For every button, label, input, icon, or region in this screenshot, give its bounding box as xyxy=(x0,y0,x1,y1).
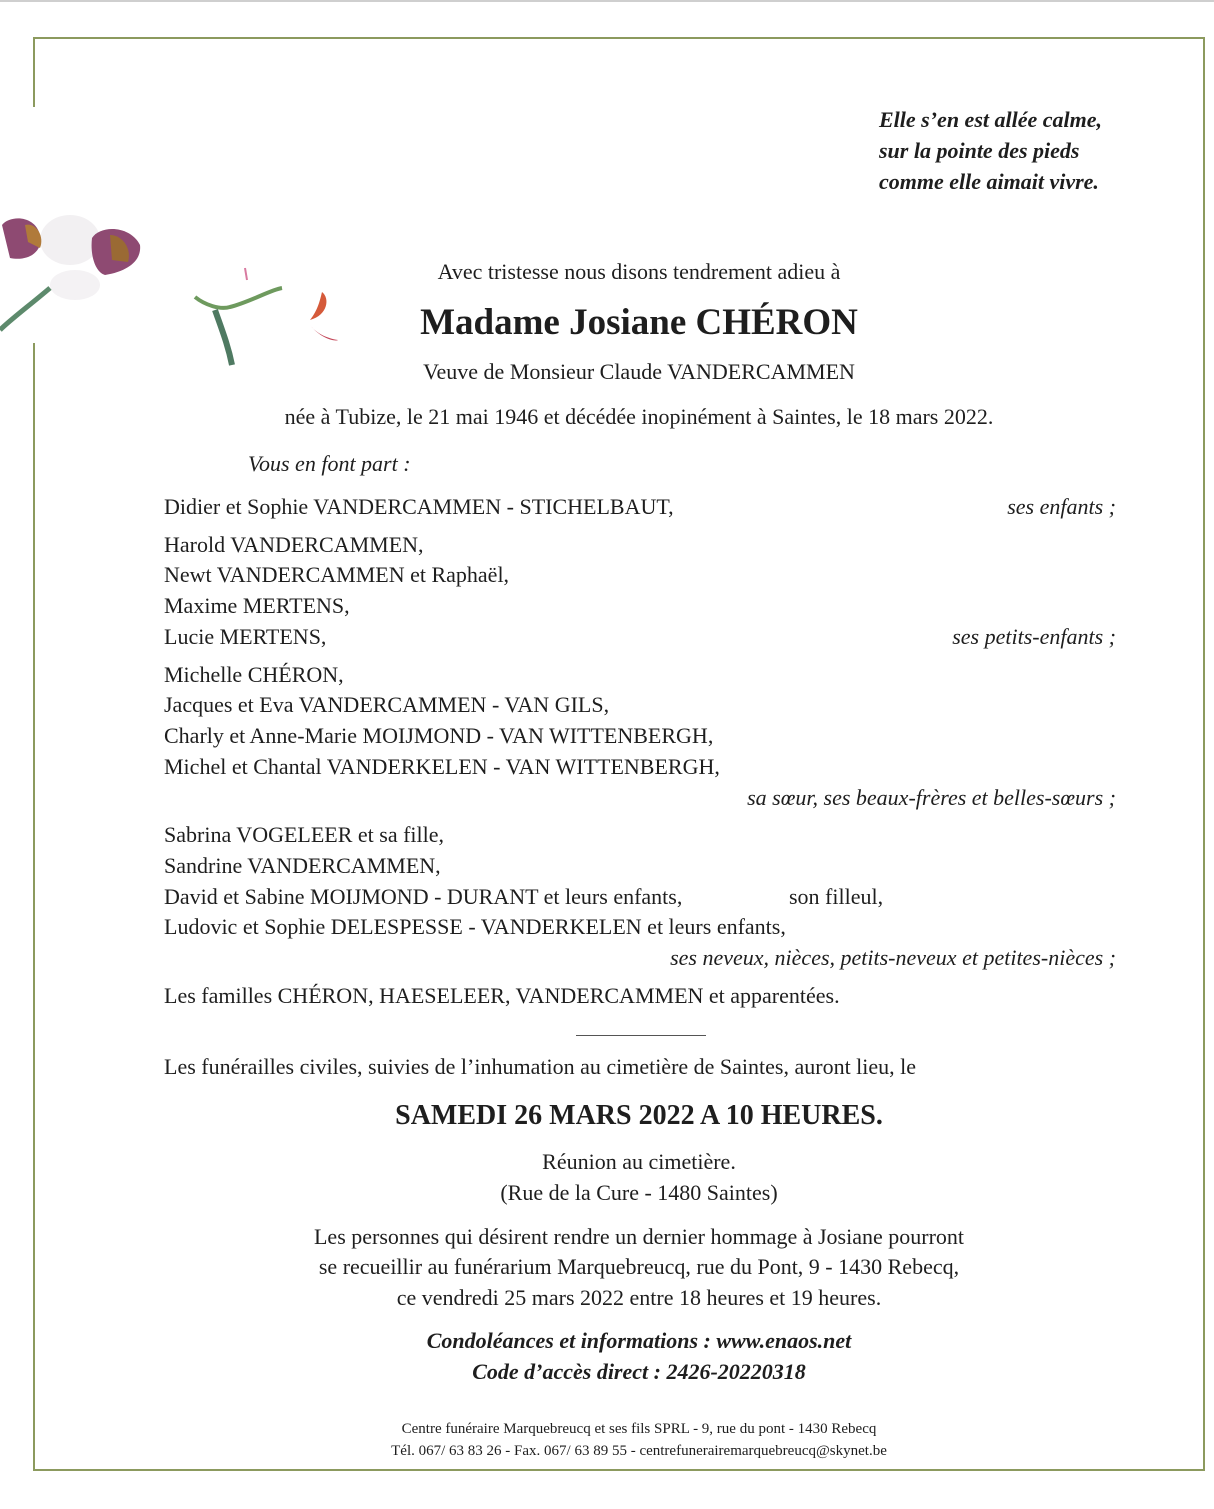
family-entry: Michel et Chantal VANDERKELEN - VAN WITTENBERGH, xyxy=(164,754,720,779)
family-entry: Jacques et Eva VANDERCAMMEN - VAN GILS, xyxy=(164,692,610,717)
meeting-line: Réunion au cimetière. xyxy=(542,1149,736,1174)
family-entry: Charly et Anne-Marie MOIJMOND - VAN WITTENBERGH, xyxy=(164,723,714,748)
birth-death-line: née à Tubize, le 21 mai 1946 et décédée inopinément à Saintes, le 18 mars 2022. xyxy=(284,404,994,429)
footer-line: Centre funéraire Marquebreucq et ses fils SPRL - 9, rue du pont - 1430 Rebecq xyxy=(401,1421,877,1437)
family-entry: Newt VANDERCAMMEN et Raphaël, xyxy=(164,562,510,587)
visit-line: ce vendredi 25 mars 2022 entre 18 heures et 19 heures. xyxy=(396,1285,882,1310)
condolences-line: Condoléances et informations : www.enaos.net xyxy=(426,1328,852,1353)
visit-line: se recueillir au funérarium Marquebreucq, rue du Pont, 9 - 1430 Rebecq, xyxy=(318,1254,960,1279)
family-entry: Sandrine VANDERCAMMEN, xyxy=(164,853,441,878)
godson-note: son filleul, xyxy=(789,884,884,909)
epigraph-line: sur la pointe des pieds xyxy=(879,138,1080,163)
family-entry: Harold VANDERCAMMEN, xyxy=(164,532,424,557)
family-entry: Ludovic et Sophie DELESPESSE - VANDERKELEN et leurs enfants, xyxy=(164,914,786,939)
family-entry: Didier et Sophie VANDERCAMMEN - STICHELBAUT, xyxy=(164,494,674,519)
funeral-date: SAMEDI 26 MARS 2022 A 10 HEURES. xyxy=(395,1100,883,1131)
scan-edge xyxy=(0,0,1214,2)
epigraph-line: comme elle aimait vivre. xyxy=(879,169,1099,194)
widow-line: Veuve de Monsieur Claude VANDERCAMMEN xyxy=(423,359,855,384)
family-entry: Maxime MERTENS, xyxy=(164,593,350,618)
family-entry: David et Sabine MOIJMOND - DURANT et leurs enfants, xyxy=(164,884,683,909)
separator xyxy=(576,1035,706,1036)
relation-label: ses petits-enfants ; xyxy=(952,624,1116,649)
family-entry: Sabrina VOGELEER et sa fille, xyxy=(164,822,445,847)
family-entry: Michelle CHÉRON, xyxy=(164,662,344,687)
address-line: (Rue de la Cure - 1480 Saintes) xyxy=(500,1180,778,1205)
access-code-line: Code d’accès direct : 2426-20220318 xyxy=(472,1359,806,1384)
relation-label: sa sœur, ses beaux-frères et belles-sœurs ; xyxy=(747,785,1116,810)
epigraph-line: Elle s’en est allée calme, xyxy=(879,107,1102,132)
intro-text: Avec tristesse nous disons tendrement adieu à xyxy=(437,259,841,284)
deceased-name: Madame Josiane CHÉRON xyxy=(420,302,858,343)
funeral-intro: Les funérailles civiles, suivies de l’inhumation au cimetière de Saintes, auront lieu, le xyxy=(164,1054,917,1079)
footer-line: Tél. 067/ 63 83 26 - Fax. 067/ 63 89 55 - centrefunerairemarquebreucq@skynet.be xyxy=(391,1443,887,1459)
announce-line: Vous en font part : xyxy=(248,451,411,476)
visit-line: Les personnes qui désirent rendre un dernier hommage à Josiane pourront xyxy=(313,1224,965,1249)
family-entry: Lucie MERTENS, xyxy=(164,624,327,649)
relation-label: ses neveux, nièces, petits-neveux et petites-nièces ; xyxy=(670,945,1116,970)
relation-label: ses enfants ; xyxy=(1007,494,1116,519)
families-line: Les familles CHÉRON, HAESELEER, VANDERCAMMEN et apparentées. xyxy=(164,983,840,1008)
